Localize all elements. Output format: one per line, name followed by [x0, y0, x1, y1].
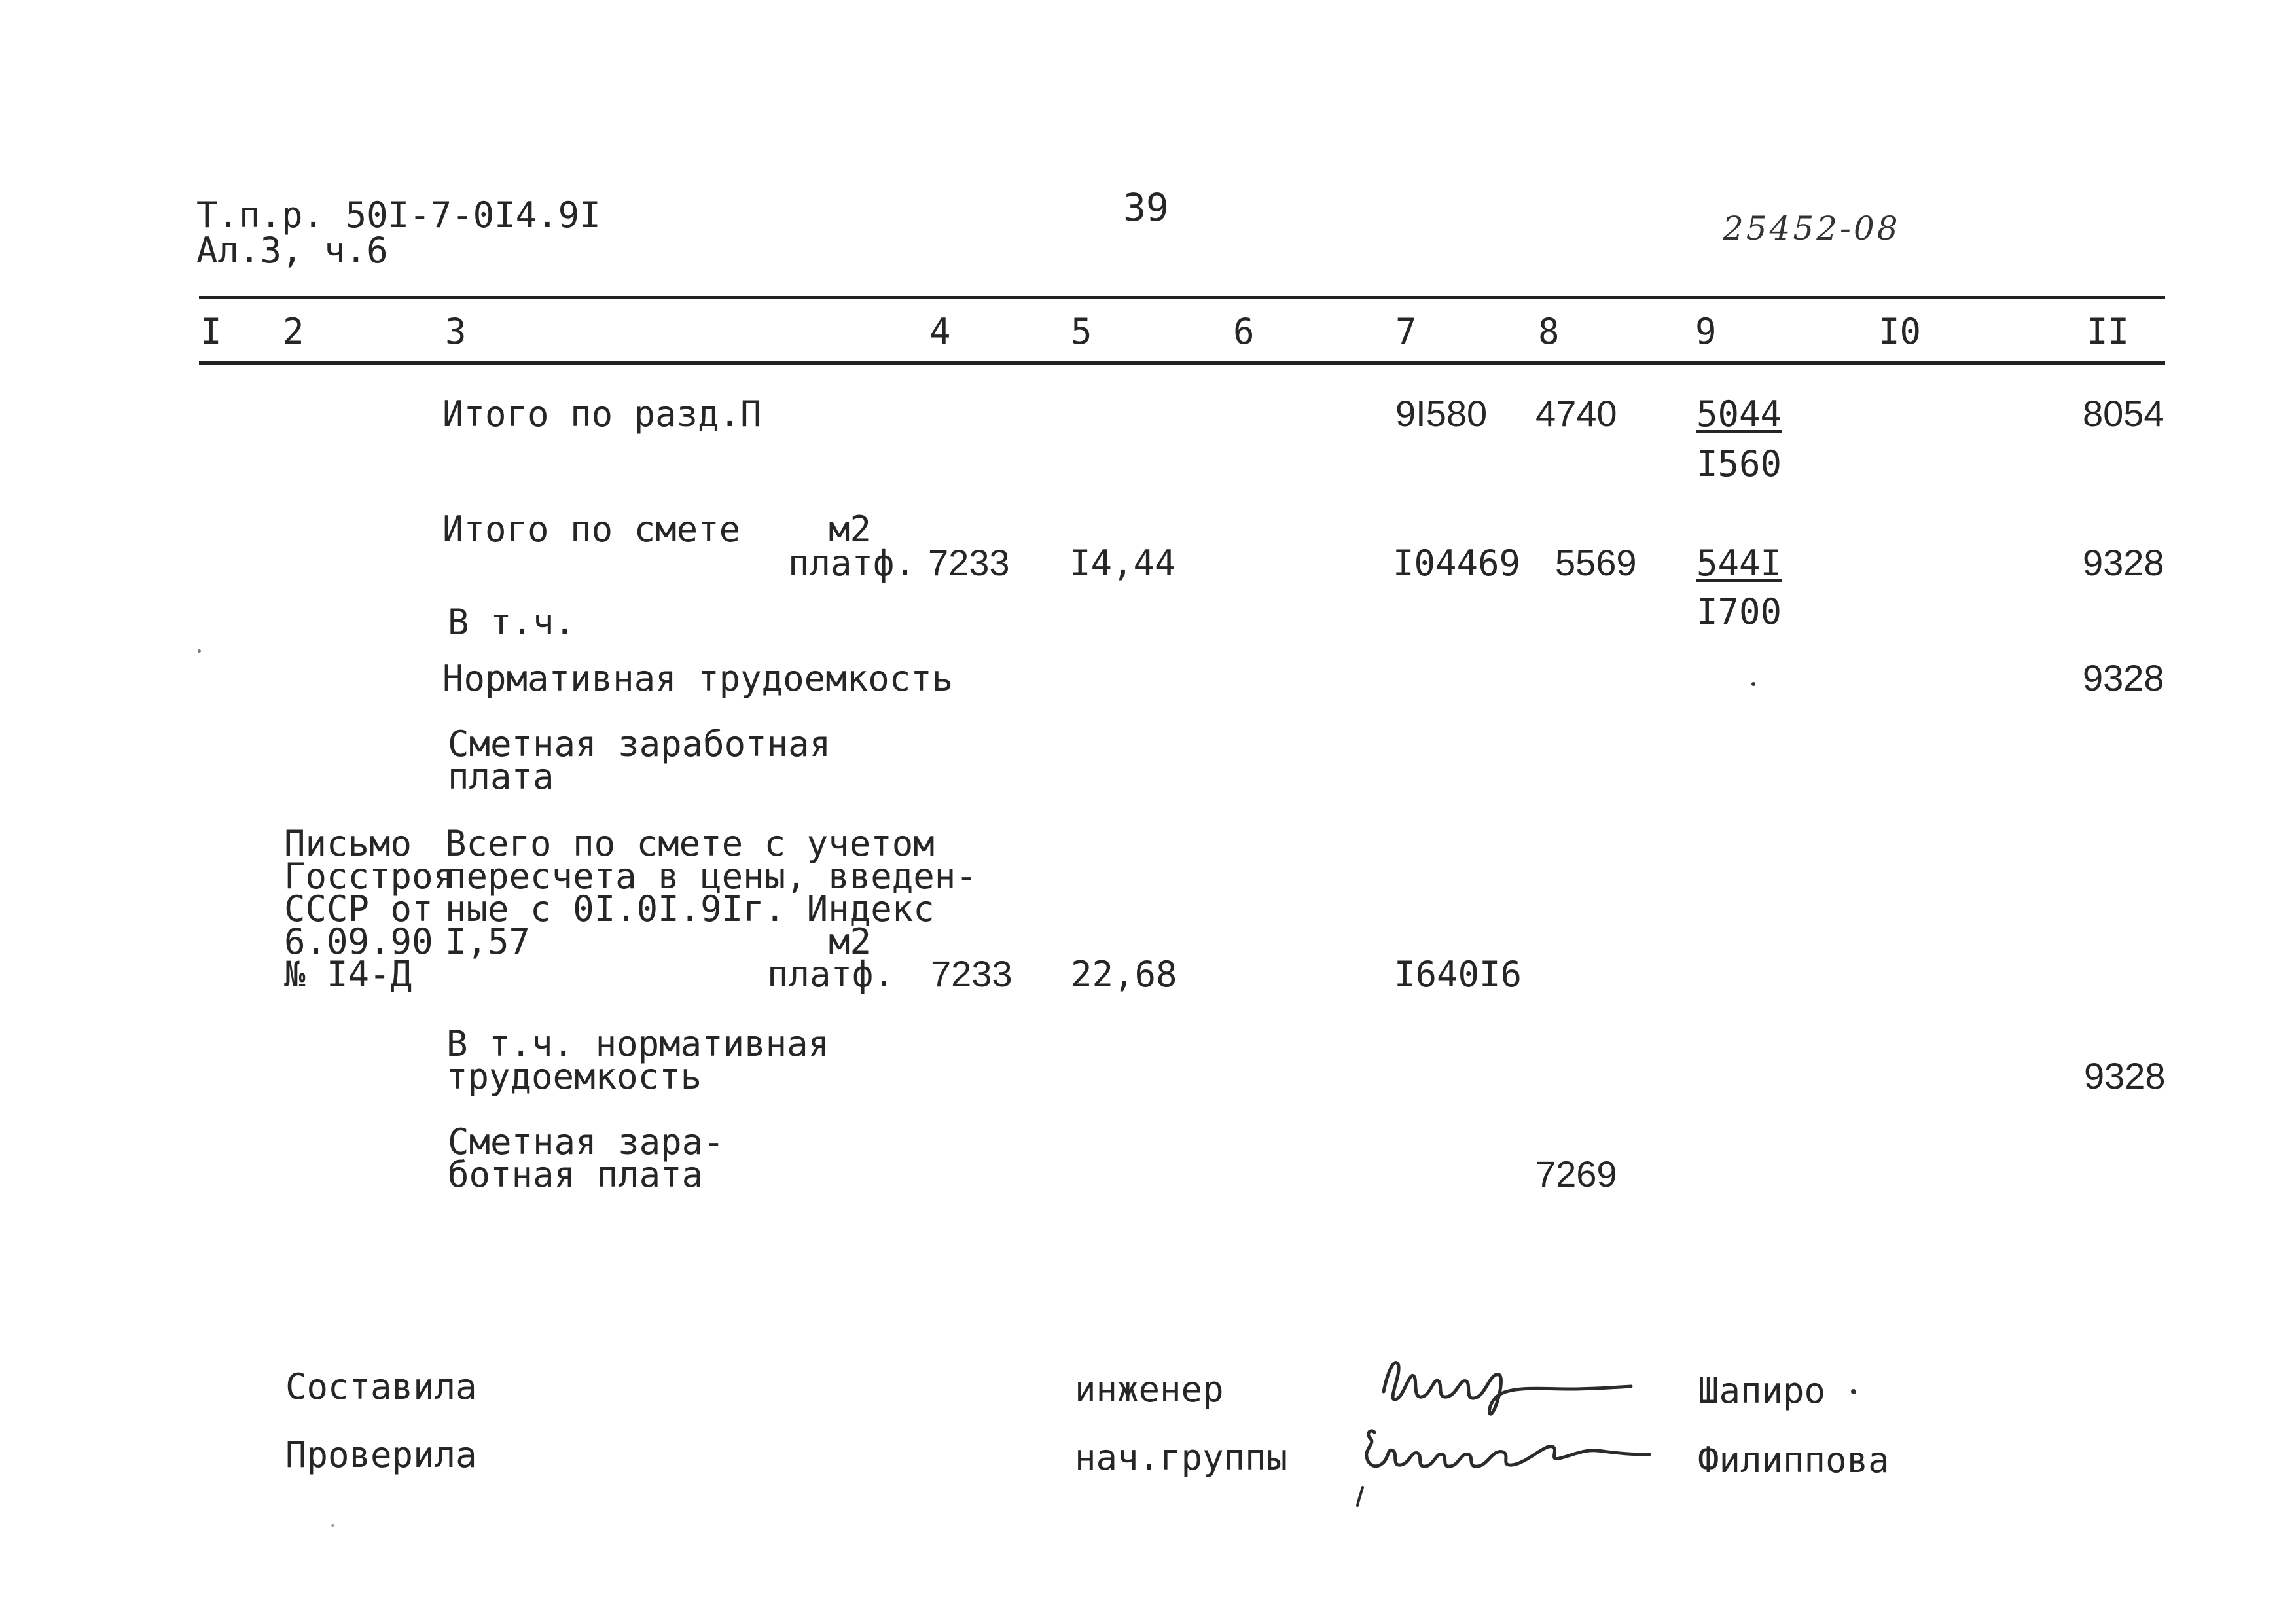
cell-col7: I04469	[1393, 543, 1521, 584]
signature-name: Филиппова	[1698, 1439, 1890, 1481]
basis-line: Госстроя	[284, 856, 455, 897]
column-header: 9	[1695, 311, 1717, 352]
signature-position: нач.группы	[1075, 1437, 1288, 1478]
column-header: 5	[1071, 311, 1092, 352]
handwritten-signature	[1348, 1424, 1676, 1509]
page-number: 39	[1123, 185, 1169, 230]
album-reference: Ал.3, ч.6	[196, 230, 388, 271]
row-label-line2: ботная плата	[448, 1154, 704, 1195]
unit-line1: м2	[829, 921, 872, 962]
column-header: 2	[283, 311, 304, 352]
cell-col5: I4,44	[1069, 543, 1176, 584]
signature-label: Проверила	[285, 1434, 477, 1475]
cell-col7: I640I6	[1394, 954, 1522, 995]
cell-col4: 7233	[928, 542, 1010, 583]
table-header-rule	[199, 361, 2165, 365]
cell-col5: 22,68	[1071, 954, 1177, 995]
cell-col8: 7269	[1535, 1153, 1617, 1195]
column-header: 7	[1395, 311, 1417, 352]
column-header: 4	[929, 311, 951, 352]
cell-col4: 7233	[931, 953, 1013, 994]
row-label-line: пересчета в цены, введен-	[445, 856, 977, 897]
row-label-line1: Сметная заработная	[448, 723, 831, 765]
column-header: I	[200, 311, 222, 352]
inventory-number: 25452-08	[1723, 209, 1901, 247]
cell-col9-top: 5044	[1696, 393, 1782, 435]
cell-col11: 8054	[2083, 393, 2164, 434]
table-top-rule	[199, 296, 2165, 299]
column-header: I0	[1878, 311, 1922, 352]
scan-speck	[331, 1524, 334, 1527]
signature-label: Составила	[285, 1366, 477, 1407]
scan-speck	[198, 649, 201, 653]
row-label-line: I,57	[445, 921, 531, 962]
row-label-line1: В т.ч. нормативная	[446, 1023, 830, 1064]
cell-col8: 4740	[1535, 393, 1617, 434]
cell-col11: 9328	[2084, 1055, 2166, 1096]
unit-line1: м2	[829, 509, 872, 550]
row-label-line: Всего по смете с учетом	[445, 823, 935, 864]
cell-col9-bottom: I560	[1696, 443, 1782, 484]
cell-col9-top: 544I	[1696, 543, 1782, 584]
cell-col11: 9328	[2083, 542, 2164, 583]
cell-col8: 5569	[1555, 542, 1637, 583]
column-header: 6	[1233, 311, 1255, 352]
signature-name: Шапиро	[1698, 1370, 1826, 1411]
row-label: Итого по смете	[442, 509, 741, 550]
unit-line2: платф.	[767, 954, 895, 995]
stray-dot	[1751, 682, 1755, 686]
row-label-line2: плата	[448, 756, 554, 797]
column-header: 3	[445, 311, 467, 352]
basis-line: 6.09.90	[284, 921, 433, 962]
column-header: 8	[1538, 311, 1560, 352]
period-dot	[1851, 1389, 1856, 1394]
doc-code: Т.п.р. 50I-7-0I4.9I	[196, 194, 601, 236]
row-label: Нормативная трудоемкость	[442, 658, 954, 699]
row-label: Итого по разд.П	[442, 393, 762, 435]
row-label: В т.ч.	[448, 602, 576, 643]
row-label-line2: трудоемкость	[446, 1056, 702, 1097]
column-header: II	[2087, 311, 2130, 352]
basis-line: СССР от	[284, 888, 433, 929]
basis-line: Письмо	[284, 823, 412, 864]
row-label-line: ные с 0I.0I.9Iг. Индекс	[445, 888, 935, 929]
basis-line: № I4-Д	[284, 954, 412, 995]
handwritten-signature	[1374, 1346, 1636, 1418]
signature-position: инженер	[1075, 1369, 1224, 1410]
row-label-line1: Сметная зара-	[448, 1121, 725, 1163]
unit-line2: платф.	[788, 543, 916, 584]
cell-col11: 9328	[2083, 657, 2164, 698]
cell-col9-bottom: I700	[1696, 591, 1782, 632]
cell-col7: 9I580	[1395, 393, 1488, 434]
